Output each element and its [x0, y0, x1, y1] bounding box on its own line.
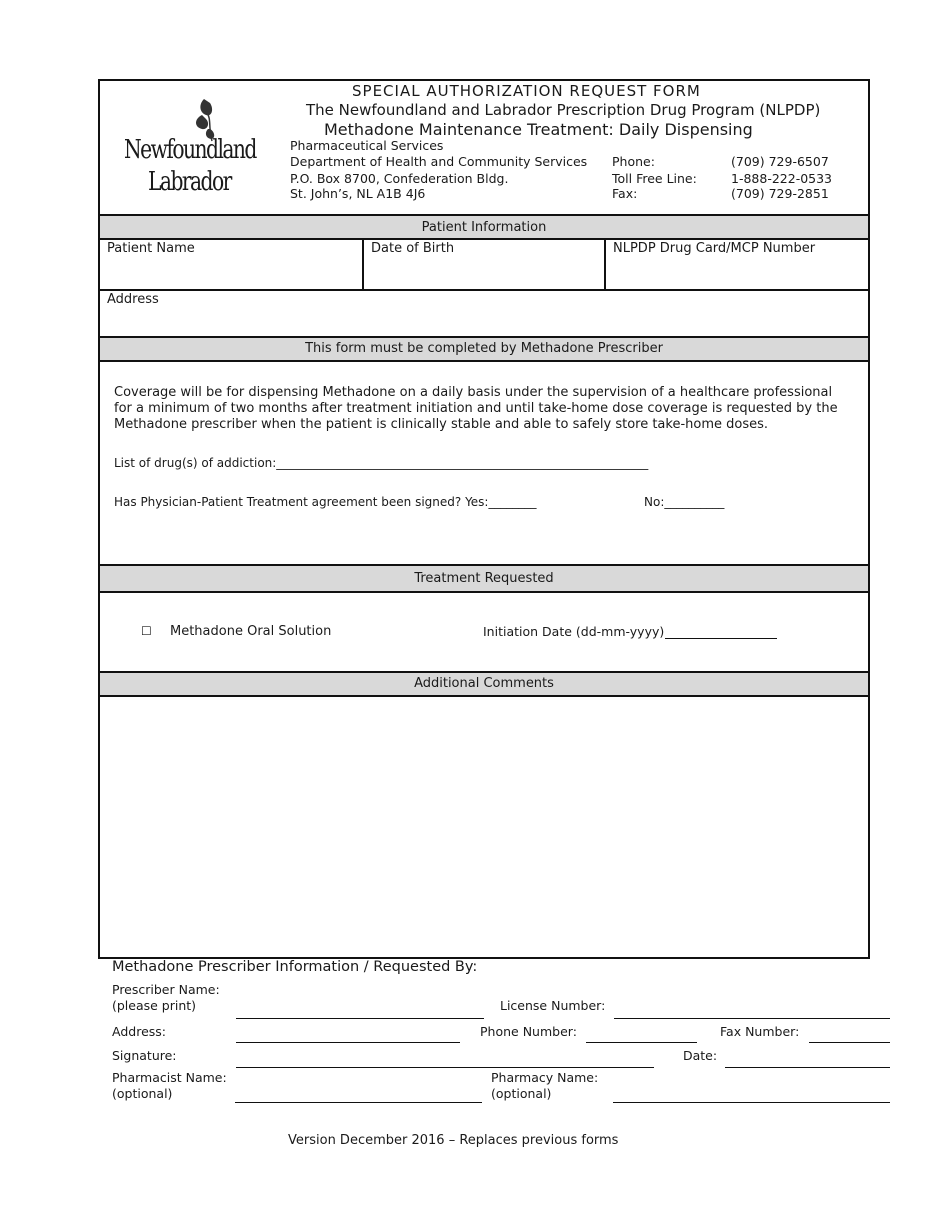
nl-logo — [122, 97, 256, 197]
coverage-text: Methadone prescriber when the patient is clinically stable and able to safely store take-home doses. — [114, 417, 769, 432]
methadone-option-label: Methadone Oral Solution — [170, 624, 332, 639]
divider — [100, 360, 868, 362]
initiation-date-field[interactable] — [665, 638, 777, 639]
date-of-birth-field[interactable]: Date of Birth — [371, 241, 455, 256]
agreement-no-field[interactable]: No:__________ — [644, 495, 725, 509]
date-label: Date: — [683, 1048, 718, 1063]
pharmacy-name-note: (optional) — [491, 1086, 552, 1101]
version-footer: Version December 2016 – Replaces previous forms — [288, 1133, 619, 1148]
contact-label: Phone: — [612, 154, 655, 169]
logo-line-2: Labrador — [148, 167, 231, 197]
treatment-band — [100, 566, 868, 591]
section-title: Treatment Requested — [414, 571, 554, 586]
contact-label: Fax: — [612, 186, 638, 201]
pharmacist-name-label: Pharmacist Name: — [112, 1070, 227, 1085]
comments-band — [100, 673, 868, 695]
fax-number-field[interactable] — [809, 1042, 890, 1043]
divider — [362, 240, 364, 290]
address-field[interactable] — [236, 1042, 460, 1043]
pharmacist-name-note: (optional) — [112, 1086, 173, 1101]
contact-label: Toll Free Line: — [612, 171, 697, 186]
addiction-drugs-field[interactable]: List of drug(s) of addiction:______________________________________________________________ — [114, 456, 649, 470]
program-name: The Newfoundland and Labrador Prescription Drug Program (NLPDP) — [306, 101, 821, 119]
address-line: St. John’s, NL A1B 4J6 — [290, 186, 426, 201]
agreement-yes-field[interactable]: Has Physician-Patient Treatment agreement been signed? Yes:________ — [114, 495, 537, 509]
contact-value: (709) 729-2851 — [731, 186, 829, 201]
address-line: Department of Health and Community Services — [290, 154, 588, 169]
divider — [100, 591, 868, 593]
address-line: Pharmaceutical Services — [290, 138, 444, 153]
initiation-date-label: Initiation Date (dd-mm-yyyy) — [483, 624, 665, 639]
contact-value: (709) 729-6507 — [731, 154, 829, 169]
divider — [604, 240, 606, 290]
license-number-field[interactable] — [614, 1018, 890, 1019]
pharmacist-name-field[interactable] — [235, 1102, 482, 1103]
address-label: Address: — [112, 1024, 166, 1039]
date-field[interactable] — [725, 1067, 890, 1068]
section-title: Patient Information — [421, 220, 547, 235]
signature-field[interactable] — [236, 1067, 654, 1068]
license-number-label: License Number: — [500, 998, 606, 1013]
divider — [100, 238, 868, 240]
form-subtitle: Methadone Maintenance Treatment: Daily Dispensing — [324, 120, 753, 139]
patient-info-band — [100, 216, 868, 239]
section-title: This form must be completed by Methadone Prescriber — [305, 341, 663, 356]
divider — [100, 289, 868, 291]
phone-number-label: Phone Number: — [480, 1024, 577, 1039]
patient-address-field[interactable]: Address — [107, 292, 159, 307]
address-line: P.O. Box 8700, Confederation Bldg. — [290, 171, 509, 186]
logo-line-1: Newfoundland — [124, 135, 256, 165]
patient-name-field[interactable]: Patient Name — [107, 241, 195, 256]
form-frame — [98, 79, 870, 959]
prescriber-name-label: Prescriber Name: — [112, 982, 220, 997]
coverage-text: Coverage will be for dispensing Methadone on a daily basis under the supervision of a healthcare professional — [114, 385, 833, 400]
coverage-text: for a minimum of two months after treatment initiation and until take-home dose coverage is requested by the — [114, 401, 838, 416]
pharmacy-name-field[interactable] — [613, 1102, 890, 1103]
fax-number-label: Fax Number: — [720, 1024, 800, 1039]
contact-value: 1-888-222-0533 — [731, 171, 833, 186]
phone-number-field[interactable] — [586, 1042, 697, 1043]
form-title: SPECIAL AUTHORIZATION REQUEST FORM — [352, 82, 701, 100]
signature-label: Signature: — [112, 1048, 177, 1063]
pharmacy-name-label: Pharmacy Name: — [491, 1070, 599, 1085]
prescriber-band — [100, 338, 868, 360]
prescriber-name-field[interactable] — [236, 1018, 484, 1019]
requester-heading: Methadone Prescriber Information / Requested By: — [112, 959, 478, 975]
section-title: Additional Comments — [414, 676, 554, 691]
prescriber-name-note: (please print) — [112, 998, 197, 1013]
methadone-checkbox[interactable]: ☐ — [141, 624, 152, 638]
comments-area[interactable] — [100, 697, 868, 957]
drug-card-field[interactable]: NLPDP Drug Card/MCP Number — [613, 241, 816, 256]
